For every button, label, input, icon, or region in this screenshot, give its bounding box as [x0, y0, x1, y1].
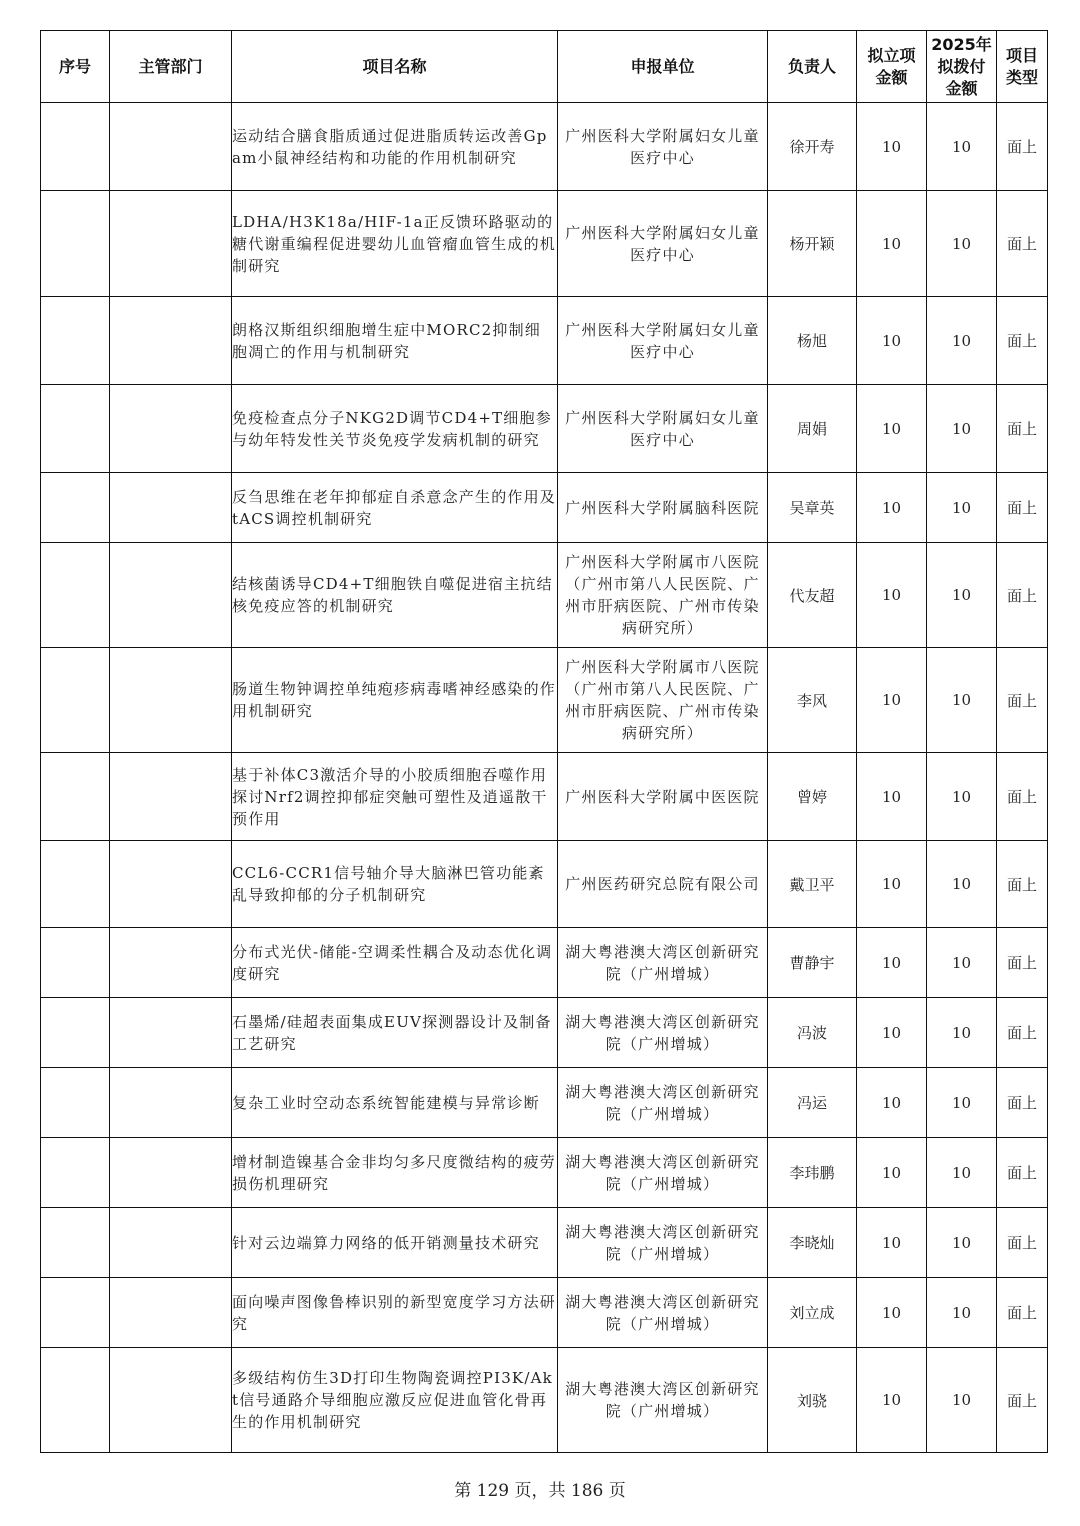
col-header-leader: 负责人	[768, 31, 857, 103]
col-header-name: 项目名称	[232, 31, 558, 103]
cell-pay: 10	[927, 648, 997, 753]
cell-project-name: 多级结构仿生3D打印生物陶瓷调控PI3K/Akt信号通路介导细胞应激反应促进血管化骨再生的作用机制研究	[232, 1348, 558, 1453]
col-header-type	[997, 31, 1048, 103]
cell-amount: 10	[857, 103, 927, 191]
cell-project-name: 反刍思维在老年抑郁症自杀意念产生的作用及tACS调控机制研究	[232, 473, 558, 543]
cell-pay: 10	[927, 753, 997, 841]
cell-amount: 10	[857, 191, 927, 297]
cell-seq	[41, 753, 110, 841]
cell-dept	[110, 191, 232, 297]
cell-project-name: 朗格汉斯组织细胞增生症中MORC2抑制细胞凋亡的作用与机制研究	[232, 297, 558, 385]
cell-amount: 10	[857, 1068, 927, 1138]
table-row	[41, 1138, 1048, 1208]
cell-type: 面上	[997, 103, 1048, 191]
cell-dept	[110, 543, 232, 648]
cell-leader: 周娟	[768, 385, 857, 473]
cell-dept	[110, 1138, 232, 1208]
col-header-dept: 主管部门	[110, 31, 232, 103]
col-header-pay-line1: 2025年	[931, 34, 992, 54]
cell-project-name: 增材制造镍基合金非均匀多尺度微结构的疲劳损伤机理研究	[232, 1138, 558, 1208]
cell-unit: 广州医科大学附属妇女儿童医疗中心	[558, 385, 768, 473]
cell-dept	[110, 841, 232, 928]
cell-project-name: LDHA/H3K18a/HIF-1a正反馈环路驱动的糖代谢重编程促进婴幼儿血管瘤血管生成的机制研究	[232, 191, 558, 297]
cell-amount: 10	[857, 543, 927, 648]
cell-leader: 戴卫平	[768, 841, 857, 928]
cell-type: 面上	[997, 473, 1048, 543]
cell-type: 面上	[997, 1138, 1048, 1208]
cell-seq	[41, 543, 110, 648]
table-row	[41, 648, 1048, 753]
cell-unit: 广州医科大学附属中医医院	[558, 753, 768, 841]
col-header-type-line2: 类型	[1005, 67, 1038, 87]
cell-leader: 刘立成	[768, 1278, 857, 1348]
cell-pay: 10	[927, 297, 997, 385]
cell-type: 面上	[997, 1208, 1048, 1278]
table-row	[41, 297, 1048, 385]
cell-pay: 10	[927, 1208, 997, 1278]
cell-seq	[41, 191, 110, 297]
cell-type: 面上	[997, 385, 1048, 473]
table-row	[41, 841, 1048, 928]
cell-dept	[110, 103, 232, 191]
cell-pay: 10	[927, 191, 997, 297]
cell-amount: 10	[857, 1208, 927, 1278]
cell-project-name: 复杂工业时空动态系统智能建模与异常诊断	[232, 1068, 558, 1138]
cell-amount: 10	[857, 998, 927, 1068]
cell-leader: 代友超	[768, 543, 857, 648]
cell-unit: 湖大粤港澳大湾区创新研究院（广州增城）	[558, 998, 768, 1068]
cell-amount: 10	[857, 1278, 927, 1348]
cell-seq	[41, 998, 110, 1068]
cell-unit: 广州医科大学附属妇女儿童医疗中心	[558, 103, 768, 191]
col-header-pay-line2: 拟拨付	[937, 56, 986, 76]
cell-project-name: 石墨烯/硅超表面集成EUV探测器设计及制备工艺研究	[232, 998, 558, 1068]
table-row	[41, 473, 1048, 543]
cell-amount: 10	[857, 1348, 927, 1453]
cell-project-name: 运动结合膳食脂质通过促进脂质转运改善Gpam小鼠神经结构和功能的作用机制研究	[232, 103, 558, 191]
table-row	[41, 1278, 1048, 1348]
project-table	[40, 30, 1048, 1453]
cell-amount: 10	[857, 753, 927, 841]
cell-seq	[41, 841, 110, 928]
cell-seq	[41, 1348, 110, 1453]
cell-project-name: CCL6-CCR1信号轴介导大脑淋巴管功能紊乱导致抑郁的分子机制研究	[232, 841, 558, 928]
cell-amount: 10	[857, 928, 927, 998]
cell-seq	[41, 648, 110, 753]
col-header-amount-line1: 拟立项	[867, 45, 916, 65]
col-header-pay-line3: 金额	[945, 78, 978, 98]
col-header-unit: 申报单位	[558, 31, 768, 103]
cell-pay: 10	[927, 998, 997, 1068]
cell-pay: 10	[927, 1278, 997, 1348]
cell-leader: 刘骁	[768, 1348, 857, 1453]
cell-seq	[41, 297, 110, 385]
cell-pay: 10	[927, 1138, 997, 1208]
cell-leader: 杨开颖	[768, 191, 857, 297]
cell-project-name: 基于补体C3激活介导的小胶质细胞吞噬作用探讨Nrf2调控抑郁症突触可塑性及逍遥散干预作用	[232, 753, 558, 841]
table-row	[41, 998, 1048, 1068]
cell-dept	[110, 998, 232, 1068]
table-row	[41, 103, 1048, 191]
cell-pay: 10	[927, 841, 997, 928]
cell-leader: 李玮鹏	[768, 1138, 857, 1208]
cell-type: 面上	[997, 297, 1048, 385]
cell-type: 面上	[997, 928, 1048, 998]
cell-project-name: 针对云边端算力网络的低开销测量技术研究	[232, 1208, 558, 1278]
cell-leader: 曾婷	[768, 753, 857, 841]
cell-pay: 10	[927, 1348, 997, 1453]
cell-dept	[110, 1068, 232, 1138]
cell-unit: 湖大粤港澳大湾区创新研究院（广州增城）	[558, 1208, 768, 1278]
cell-seq	[41, 1068, 110, 1138]
cell-leader: 吴章英	[768, 473, 857, 543]
cell-unit: 湖大粤港澳大湾区创新研究院（广州增城）	[558, 1348, 768, 1453]
cell-project-name: 面向噪声图像鲁棒识别的新型宽度学习方法研究	[232, 1278, 558, 1348]
cell-leader: 李晓灿	[768, 1208, 857, 1278]
cell-project-name: 肠道生物钟调控单纯疱疹病毒嗜神经感染的作用机制研究	[232, 648, 558, 753]
cell-pay: 10	[927, 1068, 997, 1138]
col-header-amount	[857, 31, 927, 103]
cell-type: 面上	[997, 1278, 1048, 1348]
cell-type: 面上	[997, 1348, 1048, 1453]
cell-type: 面上	[997, 1068, 1048, 1138]
cell-leader: 杨旭	[768, 297, 857, 385]
page-number: 第 129 页，共 186 页	[454, 1481, 626, 1501]
cell-leader: 李风	[768, 648, 857, 753]
cell-seq	[41, 103, 110, 191]
cell-seq	[41, 928, 110, 998]
cell-amount: 10	[857, 473, 927, 543]
cell-unit: 湖大粤港澳大湾区创新研究院（广州增城）	[558, 1138, 768, 1208]
cell-unit: 广州医科大学附属脑科医院	[558, 473, 768, 543]
cell-seq	[41, 1208, 110, 1278]
table-row	[41, 1208, 1048, 1278]
col-header-pay	[927, 31, 997, 103]
cell-dept	[110, 928, 232, 998]
cell-type: 面上	[997, 191, 1048, 297]
cell-project-name: 免疫检查点分子NKG2D调节CD4+T细胞参与幼年特发性关节炎免疫学发病机制的研究	[232, 385, 558, 473]
cell-type: 面上	[997, 648, 1048, 753]
cell-unit: 湖大粤港澳大湾区创新研究院（广州增城）	[558, 1068, 768, 1138]
cell-project-name: 分布式光伏-储能-空调柔性耦合及动态优化调度研究	[232, 928, 558, 998]
cell-dept	[110, 753, 232, 841]
cell-type: 面上	[997, 841, 1048, 928]
cell-seq	[41, 1138, 110, 1208]
cell-dept	[110, 648, 232, 753]
cell-pay: 10	[927, 103, 997, 191]
table-row	[41, 1068, 1048, 1138]
cell-dept	[110, 385, 232, 473]
cell-unit: 湖大粤港澳大湾区创新研究院（广州增城）	[558, 928, 768, 998]
cell-unit: 广州医科大学附属妇女儿童医疗中心	[558, 191, 768, 297]
cell-leader: 曹静宇	[768, 928, 857, 998]
cell-dept	[110, 1278, 232, 1348]
cell-dept	[110, 473, 232, 543]
cell-pay: 10	[927, 928, 997, 998]
table-row	[41, 753, 1048, 841]
table-row	[41, 385, 1048, 473]
cell-type: 面上	[997, 998, 1048, 1068]
cell-amount: 10	[857, 841, 927, 928]
cell-amount: 10	[857, 385, 927, 473]
cell-amount: 10	[857, 648, 927, 753]
table-row	[41, 928, 1048, 998]
cell-pay: 10	[927, 543, 997, 648]
cell-amount: 10	[857, 1138, 927, 1208]
col-header-type-line1: 项目	[1005, 45, 1038, 65]
cell-seq	[41, 1278, 110, 1348]
cell-dept	[110, 297, 232, 385]
cell-type: 面上	[997, 543, 1048, 648]
table-header-row	[41, 31, 1048, 103]
cell-seq	[41, 385, 110, 473]
cell-amount: 10	[857, 297, 927, 385]
cell-dept	[110, 1208, 232, 1278]
cell-leader: 冯运	[768, 1068, 857, 1138]
cell-leader: 冯波	[768, 998, 857, 1068]
table-row	[41, 543, 1048, 648]
table-row	[41, 191, 1048, 297]
cell-unit: 湖大粤港澳大湾区创新研究院（广州增城）	[558, 1278, 768, 1348]
cell-unit: 广州医科大学附属市八医院（广州市第八人民医院、广州市肝病医院、广州市传染病研究所）	[558, 648, 768, 753]
cell-pay: 10	[927, 473, 997, 543]
cell-pay: 10	[927, 385, 997, 473]
col-header-amount-line2: 金额	[875, 67, 908, 87]
cell-type: 面上	[997, 753, 1048, 841]
cell-unit: 广州医药研究总院有限公司	[558, 841, 768, 928]
table-row	[41, 1348, 1048, 1453]
cell-leader: 徐开寿	[768, 103, 857, 191]
cell-unit: 广州医科大学附属市八医院（广州市第八人民医院、广州市肝病医院、广州市传染病研究所）	[558, 543, 768, 648]
cell-seq	[41, 473, 110, 543]
cell-unit: 广州医科大学附属妇女儿童医疗中心	[558, 297, 768, 385]
cell-dept	[110, 1348, 232, 1453]
col-header-seq: 序号	[41, 31, 110, 103]
cell-project-name: 结核菌诱导CD4+T细胞铁自噬促进宿主抗结核免疫应答的机制研究	[232, 543, 558, 648]
